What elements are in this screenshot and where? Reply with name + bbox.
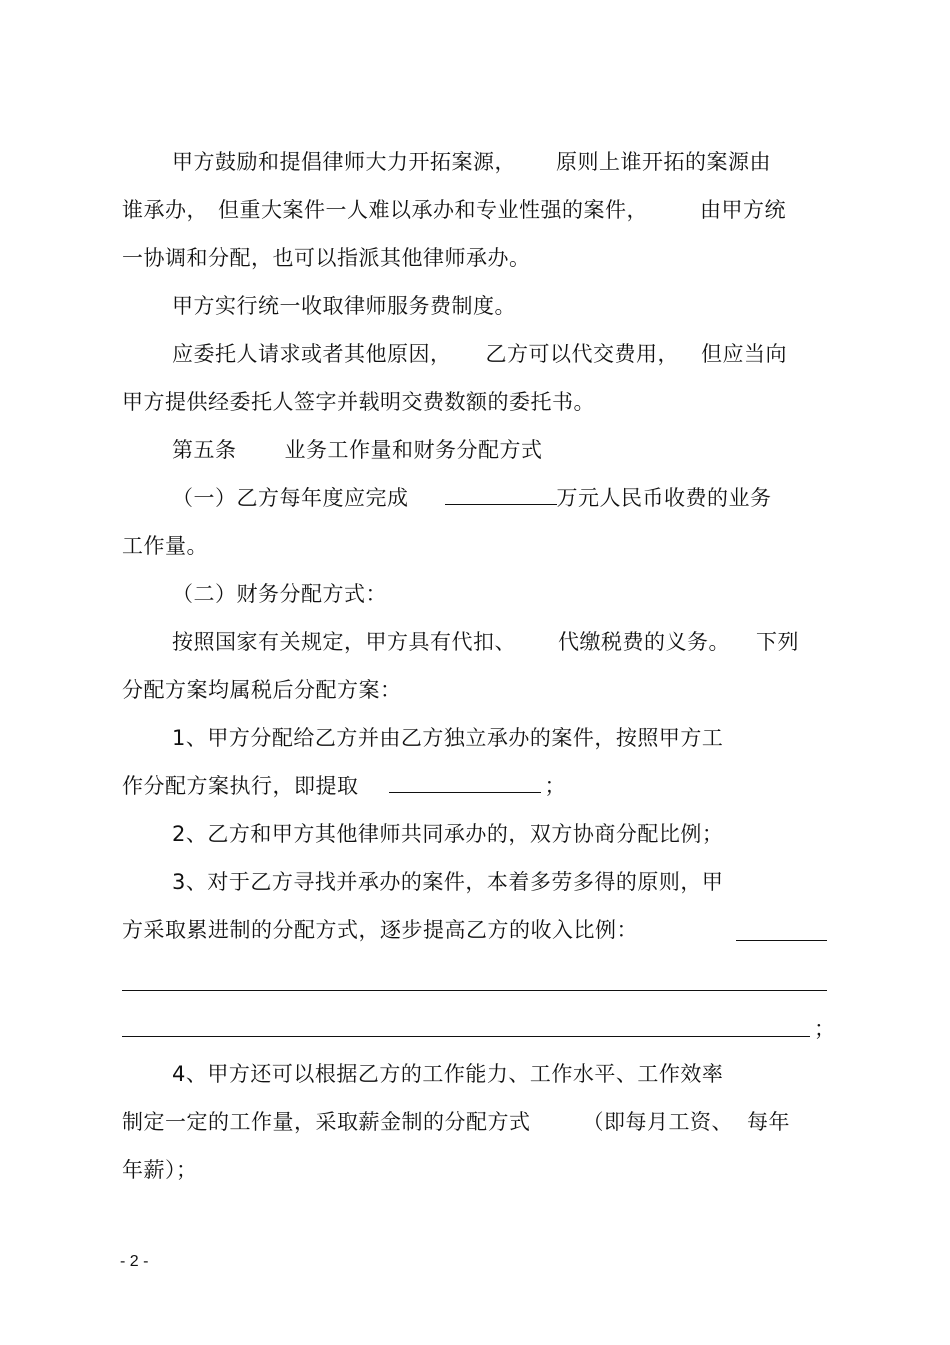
- item-4-line-1: [172, 1059, 723, 1089]
- text: 乙方可以代交费用，: [485, 342, 679, 366]
- text: 2、乙方和甲方其他律师共同承办的，双方协商分配比例；: [172, 822, 724, 846]
- text: 3、对于乙方寻找并承办的案件，本着多劳多得的原则，甲: [172, 870, 724, 894]
- text: 4、甲方还可以根据乙方的工作能力、工作水平、工作效率: [172, 1062, 724, 1086]
- fill-in-blank[interactable]: [122, 1036, 810, 1037]
- text: 代缴税费的义务。: [558, 630, 730, 654]
- text: 1、甲方分配给乙方并由乙方独立承办的案件，按照甲方工: [172, 726, 724, 750]
- text: 但应当向: [701, 342, 787, 366]
- item-1-line-2: [122, 771, 566, 801]
- text: 万元人民币收费的业务: [556, 486, 772, 510]
- text: （即每月工资、: [582, 1110, 733, 1134]
- text: 工作量。: [122, 534, 208, 558]
- text: 甲方鼓励和提倡律师大力开拓案源，: [172, 150, 516, 174]
- text: 一协调和分配，也可以指派其他律师承办。: [122, 246, 531, 270]
- para-4-line-1: [172, 627, 799, 657]
- text: 每年: [747, 1110, 790, 1134]
- fill-in-blank[interactable]: [389, 774, 541, 793]
- fill-in-blank[interactable]: [122, 990, 827, 991]
- text: 由甲方统: [700, 198, 786, 222]
- text: 甲方实行统一收取律师服务费制度。: [172, 294, 516, 318]
- item-2: [172, 819, 723, 849]
- item-1-line-1: [172, 723, 723, 753]
- section-1-line-2: [122, 531, 208, 561]
- section-2-heading: [172, 579, 387, 609]
- text: ；: [814, 1017, 836, 1041]
- item-3-line-1: [172, 867, 723, 897]
- fill-in-blank[interactable]: [736, 940, 827, 941]
- text: 按照国家有关规定，甲方具有代扣、: [172, 630, 516, 654]
- fill-in-blank[interactable]: [445, 486, 557, 505]
- text: 制定一定的工作量，采取薪金制的分配方式: [122, 1110, 531, 1134]
- text: 方采取累进制的分配方式，逐步提高乙方的收入比例：: [122, 918, 638, 942]
- article-number: 第五条: [172, 438, 237, 462]
- para-4-line-2: [122, 675, 402, 705]
- para-1-line-1: [172, 147, 771, 177]
- item-3-line-2: [122, 915, 638, 945]
- para-1-line-2: [122, 195, 786, 225]
- text: 分配方案均属税后分配方案：: [122, 678, 402, 702]
- text: 甲方提供经委托人签字并载明交费数额的委托书。: [122, 390, 595, 414]
- text: ；: [544, 774, 566, 798]
- text: （一）乙方每年度应完成: [172, 486, 409, 510]
- para-3-line-1: [172, 339, 787, 369]
- para-3-line-2: [122, 387, 595, 417]
- text: 原则上谁开拓的案源由: [556, 150, 771, 174]
- para-1-line-3: [122, 243, 531, 273]
- text: 但重大案件一人难以承办和专业性强的案件，: [218, 198, 648, 222]
- text: 应委托人请求或者其他原因，: [172, 342, 452, 366]
- item-4-line-2: [122, 1107, 790, 1137]
- text: 作分配方案执行，即提取: [122, 774, 359, 798]
- text: 下列: [756, 630, 799, 654]
- page-number: - 2 -: [120, 1253, 149, 1270]
- article-5-heading: [172, 435, 543, 465]
- item-3-end: [814, 1014, 836, 1044]
- article-title: 业务工作量和财务分配方式: [284, 438, 543, 462]
- text: （二）财务分配方式：: [172, 582, 387, 606]
- text: 年薪）；: [122, 1158, 198, 1182]
- item-4-line-3: [122, 1155, 198, 1185]
- para-2: [172, 291, 516, 321]
- text: 谁承办，: [122, 198, 208, 222]
- section-1-line-1: [172, 483, 772, 513]
